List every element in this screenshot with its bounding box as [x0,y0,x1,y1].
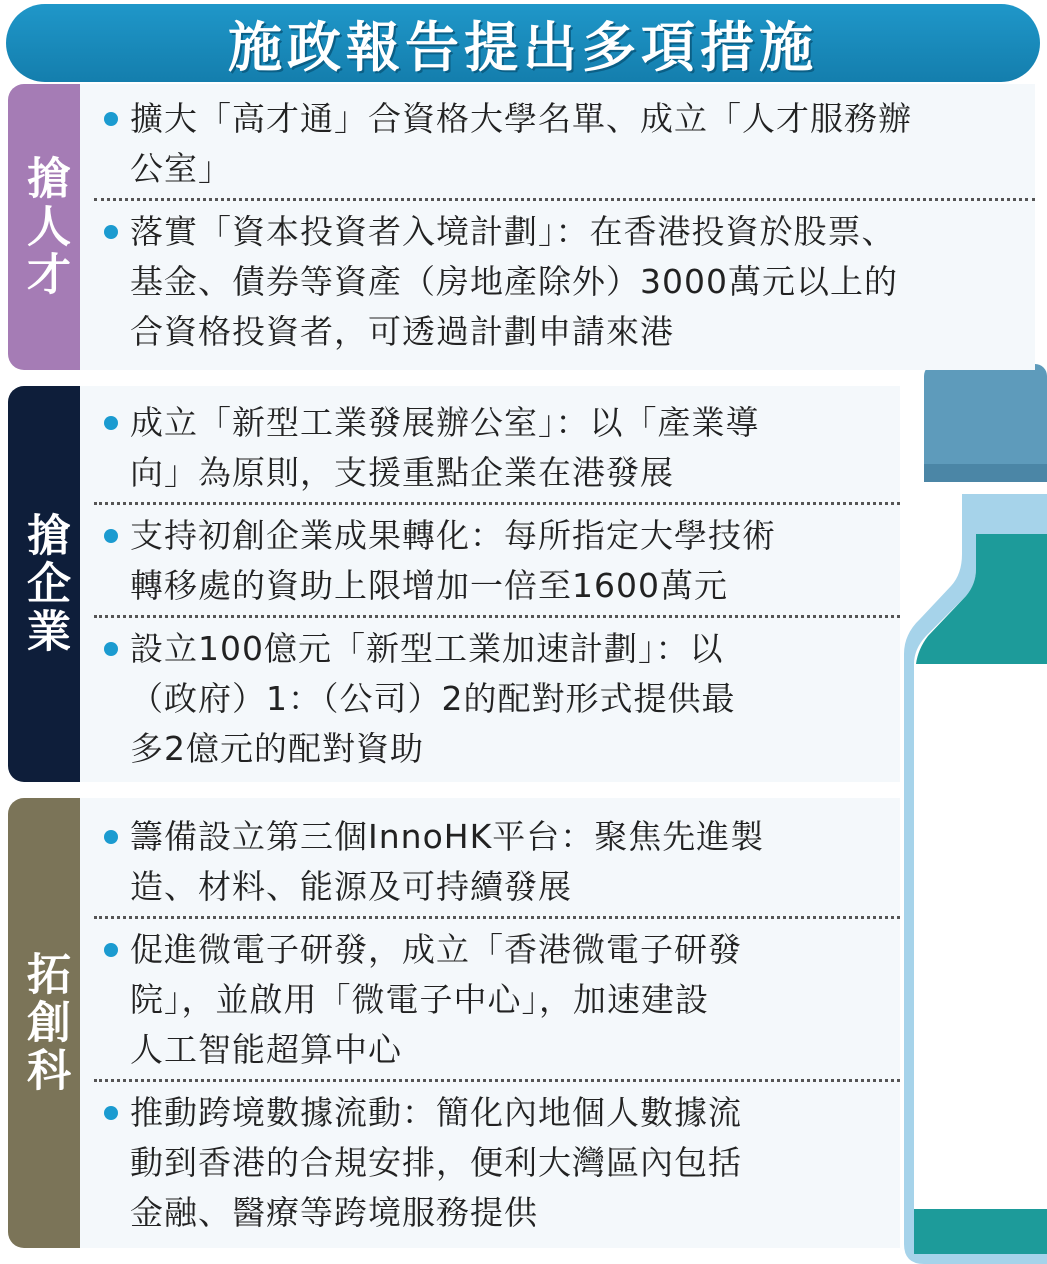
section-talent [8,84,1035,370]
bullet-icon [104,642,118,656]
bottle-illustration [896,364,1047,1264]
bullet-icon [104,1106,118,1120]
bullet-icon [104,830,118,844]
section-label-text: 搶人才 [19,155,70,299]
divider [94,916,900,919]
title-banner [6,4,1040,82]
list-item: 促進微電子研發，成立「香港微電子研發 院」，並啟用「微電子中心」，加速建設 人工智能超算中心 [80,925,900,1075]
list-item: 推動跨境數據流動：簡化內地個人數據流 動到香港的合規安排，便利大灣區內包括 金融、醫療等跨境服務提供 [80,1088,900,1238]
list-item: 設立100億元「新型工業加速計劃」：以 （政府）1：（公司）2的配對形式提供最 多2億元的配對資助 [80,624,900,774]
divider [94,615,900,618]
list-item: 擴大「高才通」合資格大學名單、成立「人才服務辦 公室」 [80,94,1035,194]
section-enterprise [8,386,900,782]
section-label-text: 拓創科 [19,951,70,1095]
bullet-icon [104,943,118,957]
divider [94,1079,900,1082]
list-item: 成立「新型工業發展辦公室」：以「產業導 向」為原則，支援重點企業在港發展 [80,398,900,498]
bullet-icon [104,529,118,543]
list-item: 支持初創企業成果轉化：每所指定大學技術 轉移處的資助上限增加一倍至1600萬元 [80,511,900,611]
bullet-icon [104,416,118,430]
bullet-icon [104,112,118,126]
bullet-icon [104,225,118,239]
list-item: 籌備設立第三個InnoHK平台：聚焦先進製 造、材料、能源及可持續發展 [80,812,900,912]
list-item: 落實「資本投資者入境計劃」：在香港投資於股票、 基金、債券等資產（房地產除外）3000萬元以上的 合資格投資者，可透過計劃申請來港 [80,207,1035,357]
page-title: 施政報告提出多項措施 [228,15,818,79]
section-label-text: 搶企業 [19,512,70,656]
section-label-talent [8,84,80,370]
divider [94,502,900,505]
section-label-innovation [8,798,80,1248]
section-innovation [8,798,900,1248]
section-label-enterprise [8,386,80,782]
divider [94,198,1035,201]
